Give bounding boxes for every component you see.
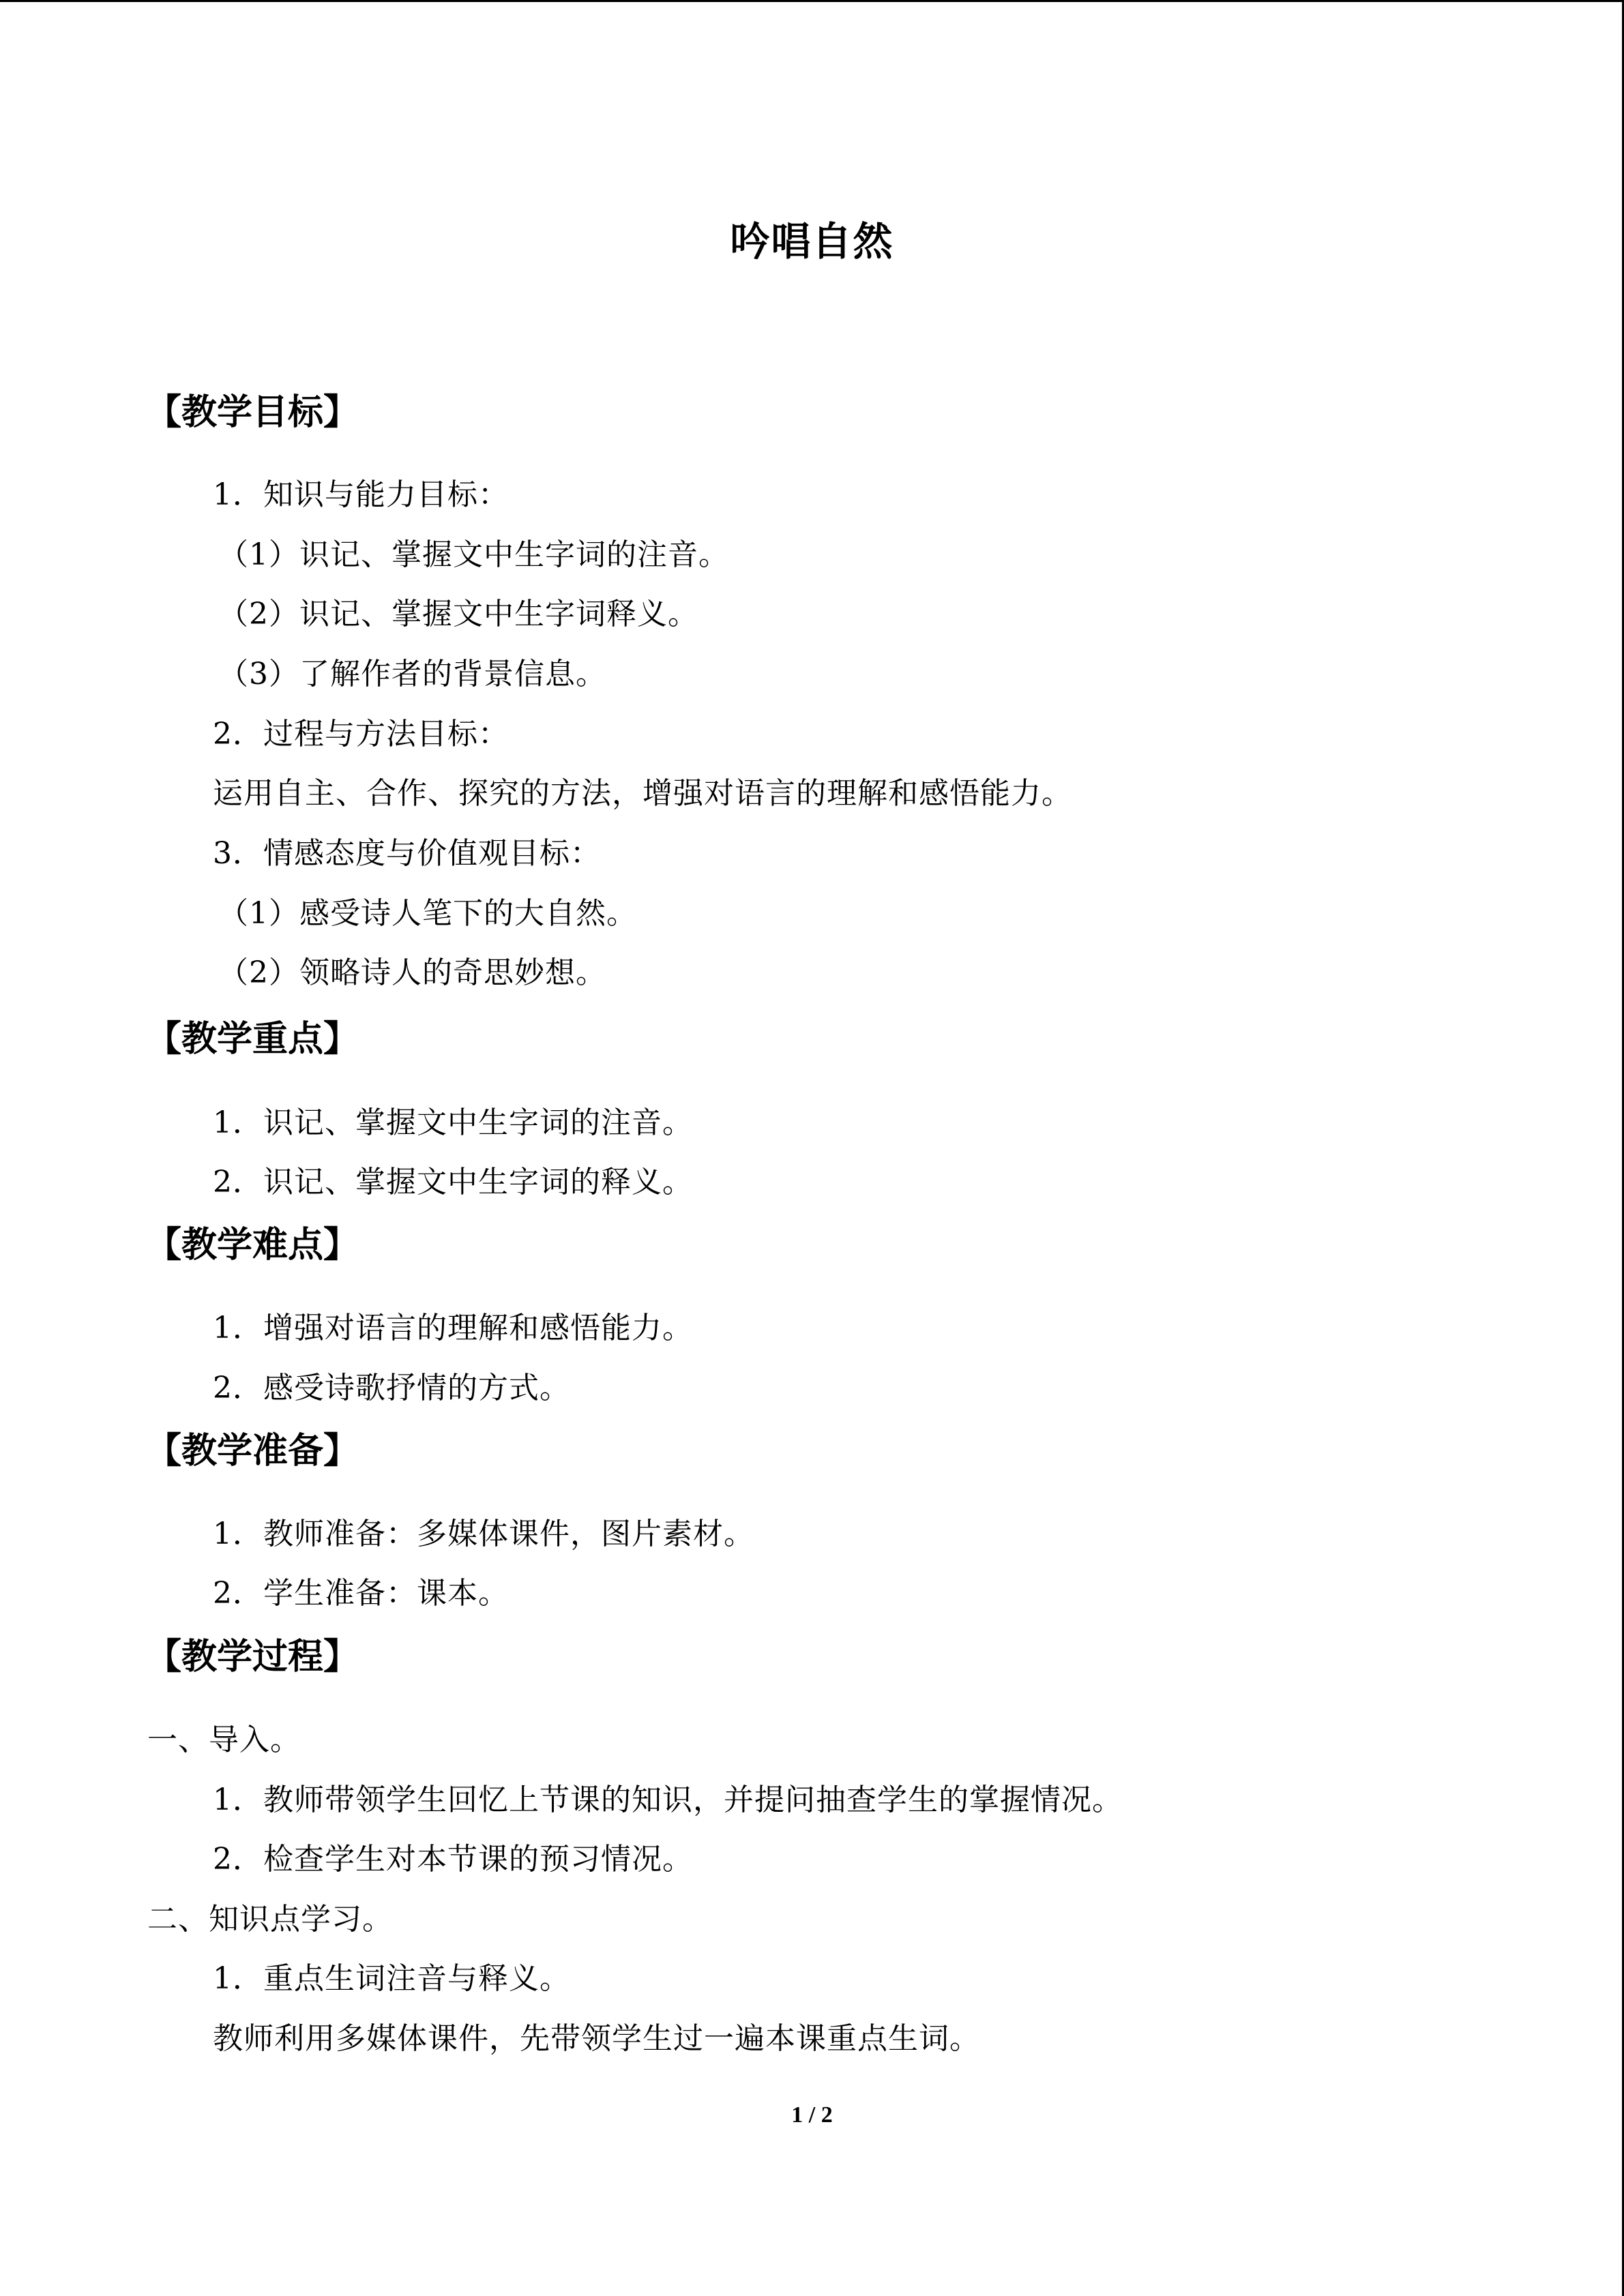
process-line-4: 二、知识点学习。 [147, 1902, 393, 1937]
objectives-line-2: （1）识记、掌握文中生字词的注音。 [218, 537, 729, 572]
section-heading-objectives: 【教学目标】 [146, 392, 359, 433]
process-line-5: 1．重点生词注音与释义。 [213, 1961, 570, 1996]
preparation-line-2: 2．学生准备：课本。 [213, 1576, 509, 1611]
process-line-3: 2．检查学生对本节课的预习情况。 [213, 1842, 693, 1877]
process-line-1: 一、导入。 [147, 1723, 301, 1757]
objectives-line-8: （1）感受诗人笔下的大自然。 [218, 896, 637, 931]
objectives-line-7: 3．情感态度与价值观目标： [213, 836, 601, 871]
section-heading-process: 【教学过程】 [146, 1637, 359, 1678]
document-title: 吟唱自然 [730, 218, 894, 265]
objectives-line-3: （2）识记、掌握文中生字词释义。 [218, 597, 698, 631]
process-line-2: 1．教师带领学生回忆上节课的知识，并提问抽查学生的掌握情况。 [213, 1783, 1123, 1817]
preparation-line-1: 1．教师准备：多媒体课件，图片素材。 [213, 1517, 754, 1551]
difficulties-line-2: 2．感受诗歌抒情的方式。 [213, 1371, 570, 1405]
key-points-line-1: 1．识记、掌握文中生字词的注音。 [213, 1105, 693, 1140]
difficulties-line-1: 1．增强对语言的理解和感悟能力。 [213, 1311, 693, 1345]
objectives-line-5: 2．过程与方法目标： [213, 717, 509, 751]
objectives-line-4: （3）了解作者的背景信息。 [218, 657, 606, 691]
page-border-top [0, 0, 1624, 2]
objectives-line-9: （2）领略诗人的奇思妙想。 [218, 955, 606, 990]
page-number: 1 / 2 [791, 2102, 833, 2128]
key-points-line-2: 2．识记、掌握文中生字词的释义。 [213, 1165, 693, 1199]
section-heading-key-points: 【教学重点】 [146, 1019, 359, 1060]
objectives-line-1: 1．知识与能力目标： [213, 477, 509, 512]
objectives-line-6: 运用自主、合作、探究的方法，增强对语言的理解和感悟能力。 [213, 776, 1072, 811]
section-heading-difficulties: 【教学难点】 [146, 1225, 359, 1266]
section-heading-preparation: 【教学准备】 [146, 1431, 359, 1472]
process-line-6: 教师利用多媒体课件，先带领学生过一遍本课重点生词。 [213, 2021, 980, 2056]
